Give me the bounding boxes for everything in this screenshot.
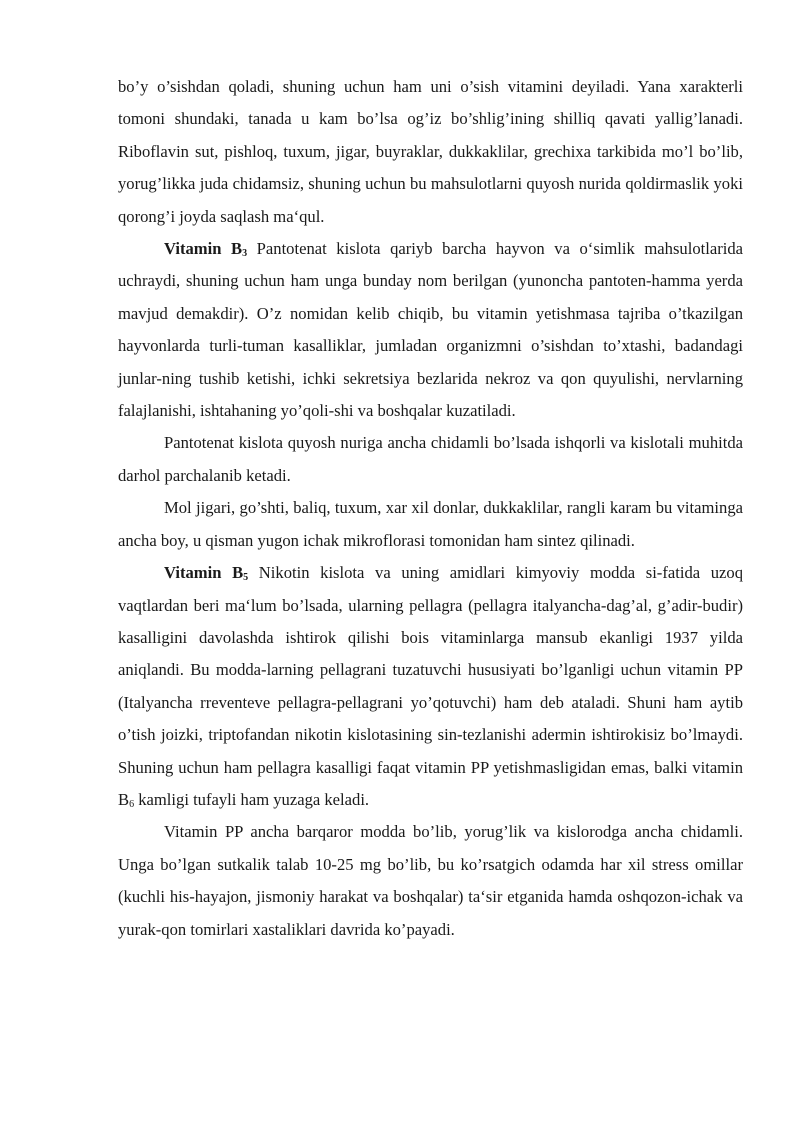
heading-vitamin-b3	[164, 239, 247, 258]
document-page	[118, 71, 743, 946]
paragraph-vitamin-b5-text-b: kamligi tufayli ham yuzaga keladi.	[134, 789, 370, 809]
heading-vitamin-b5-subscript: 5	[243, 572, 249, 584]
paragraph-vitamin-b3	[118, 233, 743, 427]
paragraph-pantotenat-sources: Mol jigari, go’shti, baliq, tuxum, xar xil donlar, dukkaklilar, rangli karam bu vitaminga ancha boy, u qisman yugon ichak mikroflorasi tomonidan ham sintez qilinadi.	[118, 498, 743, 550]
heading-vitamin-b3-label: Vitamin B	[164, 239, 243, 259]
paragraph-vitamin-b5-text-a: Nikotin kislota va uning amidlari kimyoviy modda si-fatida uzoq vaqtlardan beri ma‘lum bo’lsada, ularning pellagra (pellagra italyancha-dag’al, g’adir-budir) kasalligini davolashda ishtirok qilishi bois vitaminlarga mansub ekanligi 1937 yilda aniqlandi. Bu modda-larning pellagrani tuzatuvchi hususiyati bo’lganligi uchun vitamin PP (Italyancha rreventeve pellagra-pellagrani yo’qotuvchi) ham deb ataladi. Shuni ham aytib o’tish joizki, triptofandan nikotin kislotasining sin-tezlanishi adermin ishtirokisiz bo’lmaydi. Shuning uchun ham pellagra kasalligi faqat vitamin PP yetishmasligidan emas, balki vitamin B	[118, 563, 743, 809]
heading-vitamin-b5-label: Vitamin B	[164, 563, 244, 583]
paragraph-vitamin-b3-text: Pantotenat kislota qariyb barcha hayvon va o‘simlik mahsulotlarida uchraydi, shuning uchun ham unga bunday nom berilgan (yunoncha pantoten-hamma yerda mavjud demakdir). O’z nomidan kelib chiqib, bu vitamin yetishmasa tajriba o’tkazilgan hayvonlarda turli-tuman kasalliklar, jumladan organizmni o’sishdan to’xtashi, badandagi junlar-ning tushib ketishi, ichki sekretsiya bezlarida nekroz va qon quyulishi, nervlarning falajlanishi, ishtahaning yo’qoli-shi va boshqalar kuzatiladi.	[118, 239, 743, 421]
paragraph-vitamin-pp: Vitamin PP ancha barqaror modda bo’lib, yorug’lik va kislorodga ancha chidamli. Unga bo’lgan sutkalik talab 10-25 mg bo’lib, bu ko’rsatgich odamda har xil stress omillar (kuchli his-hayajon, jismoniy harakat va boshqalar) ta‘sir etganida hamda oshqozon-ichak va yurak-qon tomirlari xastaliklari davrida ko’payadi.	[118, 822, 743, 939]
paragraph-pantotenat-stability: Pantotenat kislota quyosh nuriga ancha chidamli bo’lsada ishqorli va kislotali muhitda darhol parchalanib ketadi.	[118, 433, 743, 485]
paragraph-riboflavin-continued: bo’y o’sishdan qoladi, shuning uchun ham uni o’sish vitamini deyiladi. Yana xarakterli tomoni shundaki, tanada u kam bo’lsa og’iz bo’shlig’ining shilliq qavati yallig’lanadi. Riboflavin sut, pishloq, tuxum, jigar, buyraklar, dukkaklilar, grechixa tarkibida mo’l bo’lib, yorug’likka juda chidamsiz, shuning uchun bu mahsulotlarni quyosh nurida qoldirmaslik yoki qorong’i joyda saqlash ma‘qul.	[118, 77, 743, 226]
vitamin-b6-subscript: 6	[129, 798, 135, 810]
paragraph-vitamin-b5	[118, 557, 743, 816]
heading-vitamin-b3-subscript: 3	[242, 248, 248, 260]
heading-vitamin-b5	[164, 563, 248, 582]
